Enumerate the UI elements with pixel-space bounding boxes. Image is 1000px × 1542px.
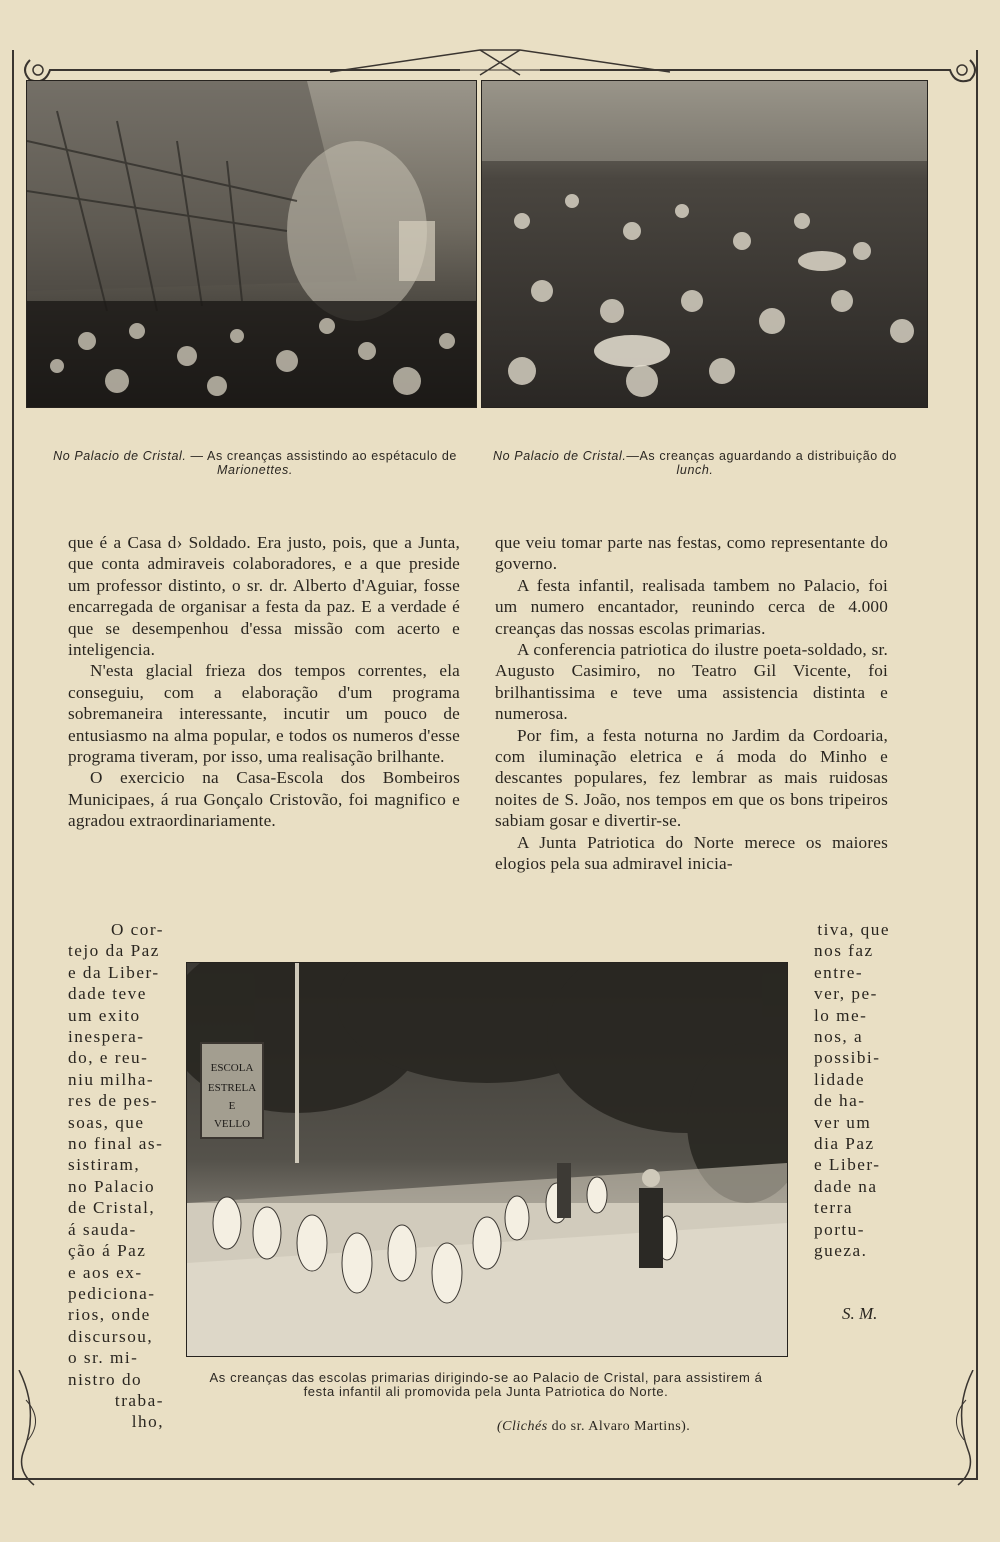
svg-text:ESTRELA: ESTRELA [207, 1082, 257, 1094]
author-signature: S. M. [842, 1304, 878, 1323]
left-corner-ornament [14, 1370, 54, 1490]
text-line: o sr. mi- [68, 1348, 139, 1368]
paragraph: que é a Casa d› Soldado. Era justo, pois, que a Junta, que conta admiraveis colaboradores, e a que preside um professor distinto, o sr. dr. Alberto d'Aguiar, fosse encarregada de organisar a festa da paz. E a verdade é que se desempenhou d'essa missão com acerto e inteligencia. [68, 533, 460, 660]
paragraph: Por fim, a festa noturna no Jardim da Cordoaria, com iluminação eletrica e á moda do Minho e descantes populares, fez lembrar as mais ruidosas noites de S. João, nos tempos em que os bons tripeiros sabiam gosar e divertir-se. [495, 725, 888, 831]
text-line: soas, que [68, 1112, 145, 1132]
text-line: um exito [68, 1005, 141, 1025]
paragraph: que veiu tomar parte nas festas, como representante do governo. [495, 533, 888, 574]
text-line: tejo da Paz [68, 941, 160, 961]
paragraph: A Junta Patriotica do Norte merece os maiores elogios pela sua admiravel inicia- [495, 832, 888, 874]
text-line: ver um [814, 1112, 872, 1132]
article-column-right-narrow [814, 919, 890, 1262]
text-line: sistiram, [68, 1155, 141, 1175]
paragraph: A conferencia patriotica do ilustre poeta-soldado, sr. Augusto Casimiro, no Teatro Gil Vicente, foi brilhantissima e teve uma assistencia distinta e numerosa. [495, 640, 888, 724]
text-line: de Cristal, [68, 1198, 156, 1218]
text-line: ver, pe- [814, 984, 878, 1004]
caption-top-left-text: — As creanças assistindo ao espétaculo de [186, 449, 457, 463]
caption-top-left-italic2: Marionettes. [217, 463, 293, 477]
photo-credit-text: do sr. Alvaro Martins). [547, 1419, 691, 1434]
text-line: dia Paz [814, 1134, 875, 1154]
svg-text:E: E [228, 1100, 236, 1112]
photo-crystal-palace-marionettes [26, 80, 477, 408]
svg-text:VELLO: VELLO [213, 1118, 251, 1130]
text-line: ção á Paz [68, 1241, 147, 1261]
text-line: gueza. [814, 1241, 868, 1261]
text-line: dade na [814, 1176, 878, 1196]
svg-text:ESCOLA: ESCOLA [210, 1062, 254, 1074]
text-line: no final as- [68, 1134, 164, 1154]
text-line: de ha- [814, 1091, 866, 1111]
caption-top-left [40, 449, 470, 477]
article-column-left [68, 532, 460, 832]
photo-children-procession [186, 962, 788, 1357]
text-line: no Palacio [68, 1176, 156, 1196]
text-line: terra [814, 1198, 853, 1218]
text-line: e da Liber- [68, 962, 160, 982]
photo-credit [497, 1419, 690, 1435]
right-corner-ornament [918, 1370, 978, 1490]
text-line: e aos ex- [68, 1262, 143, 1282]
text-line: traba- [114, 1390, 164, 1410]
caption-top-right-italic: No Palacio de Cristal. [493, 449, 627, 463]
text-line: lho, [131, 1412, 164, 1432]
text-line: O cor- [110, 920, 164, 939]
text-line: nistro do [68, 1369, 143, 1389]
text-line: dade teve [68, 984, 147, 1004]
paragraph: A festa infantil, realisada tambem no Palacio, foi um numero encantador, reunindo cerca de 4.000 creanças das nossas escolas primarias. [495, 575, 888, 638]
caption-bottom: As creanças das escolas primarias dirigindo-se ao Palacio de Cristal, para assistirem á festa infantil ali promovida pela Junta Patriotica do Norte. [209, 1370, 763, 1399]
text-line: nos faz [814, 941, 874, 961]
text-line: res de pes- [68, 1091, 158, 1111]
caption-top-right-italic2: lunch. [676, 463, 714, 477]
text-line: inespera- [68, 1027, 145, 1047]
paragraph: O exercicio na Casa-Escola dos Bombeiros Municipaes, á rua Gonçalo Cristovão, foi magnifico e agradou extraordinariamente. [68, 768, 460, 831]
article-column-left-narrow [68, 919, 164, 1433]
photo-credit-italic: (Clichés [497, 1419, 548, 1434]
text-line: do, e reu- [68, 1048, 149, 1068]
text-line: rios, onde [68, 1305, 151, 1325]
text-line: entre- [814, 962, 864, 982]
text-line: lo me- [814, 1005, 868, 1025]
photo-crystal-palace-lunch [481, 80, 928, 408]
text-line: tiva, que [817, 920, 890, 939]
text-line: possibi- [814, 1048, 881, 1068]
caption-top-right [490, 449, 900, 477]
paragraph: N'esta glacial frieza dos tempos correntes, ela conseguiu, com a elaboração d'um programa sobremaneira interessante, incutir um pouco de entusiasmo na alma popular, e todos os numeros d'esse programa tiveram, por isso, uma realisação brilhante. [68, 661, 460, 767]
text-line: pediciona- [68, 1283, 156, 1303]
article-column-right [495, 532, 888, 875]
caption-top-right-text: —As creanças aguardando a distribuição do [626, 449, 897, 463]
text-line: niu milha- [68, 1069, 155, 1089]
text-line: portu- [814, 1219, 866, 1239]
text-line: lidade [814, 1069, 865, 1089]
text-line: nos, a [814, 1027, 864, 1047]
text-line: e Liber- [814, 1155, 881, 1175]
text-line: discursou, [68, 1326, 154, 1346]
caption-top-left-italic: No Palacio de Cristal. [53, 449, 187, 463]
school-banner [201, 1043, 263, 1138]
text-line: á sauda- [68, 1219, 137, 1239]
